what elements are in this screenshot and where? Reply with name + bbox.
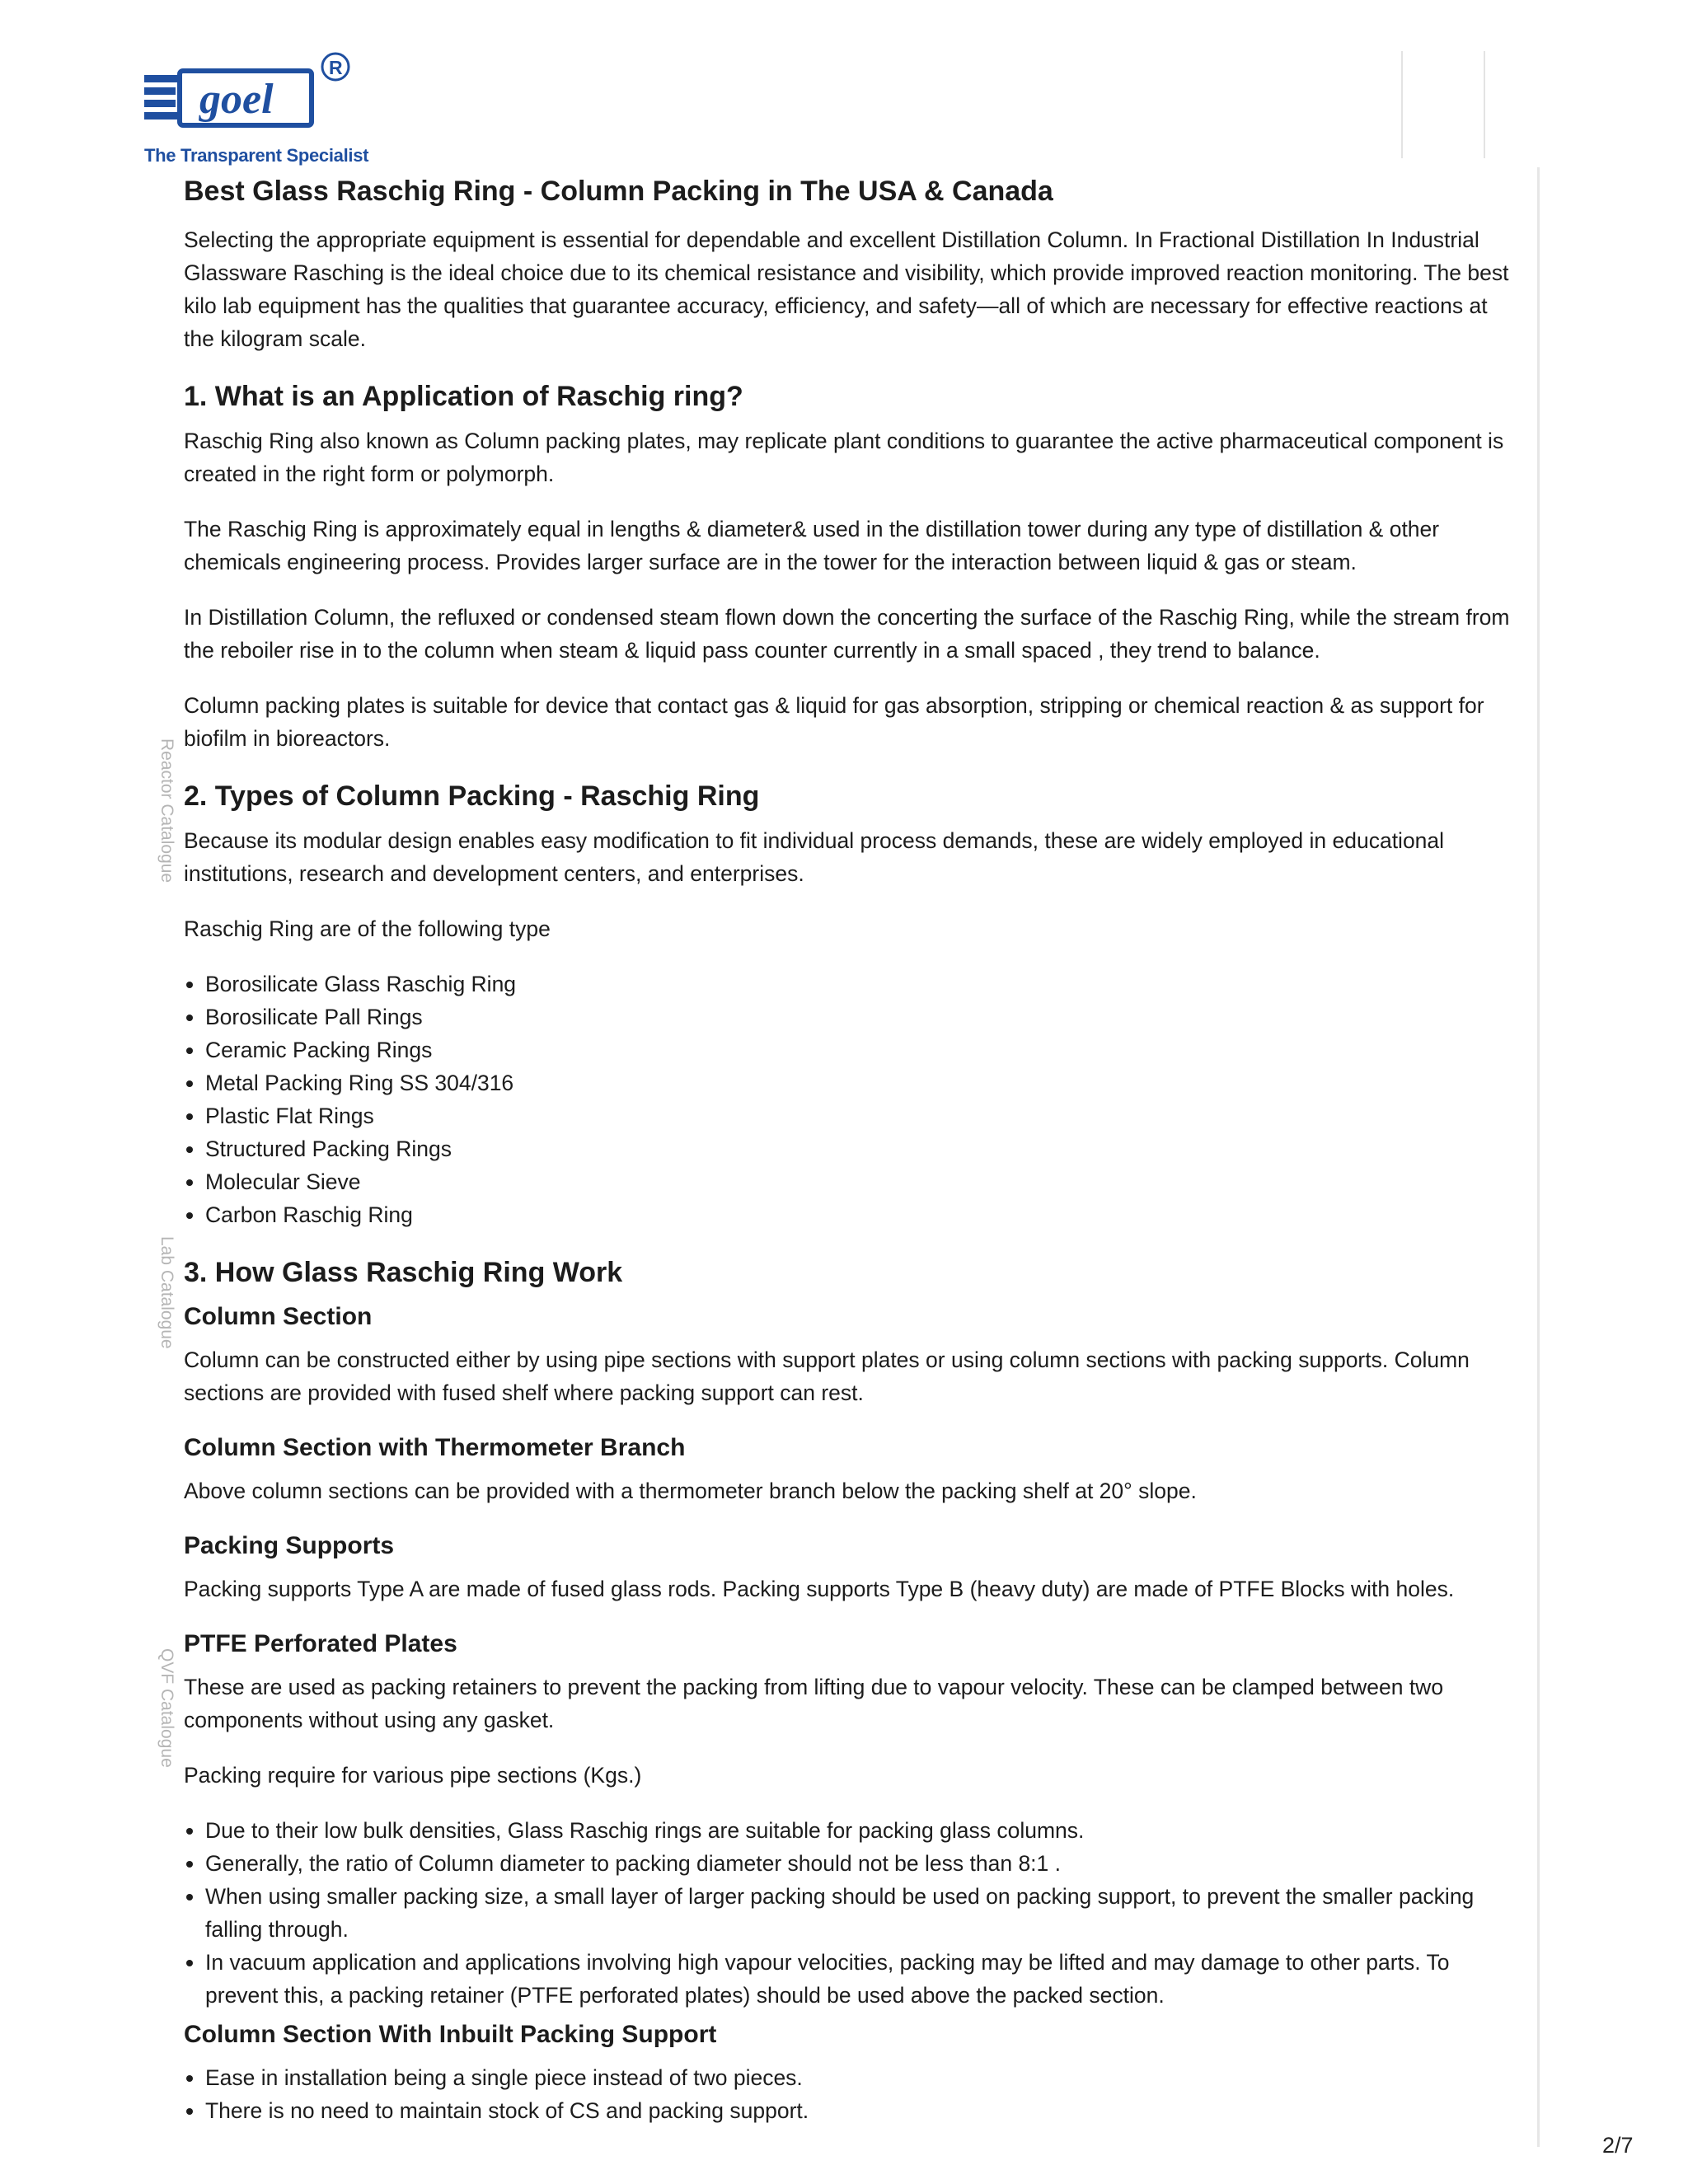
list-item: • Ease in installation being a single piece instead of two pieces. [205, 2061, 1511, 2094]
list-item: • In vacuum application and applications involving high vapour velocities, packing may be lifted and may damage to other parts. To prevent this, a packing retainer (PTFE perforated plates) should be used above the packed section. [205, 1946, 1511, 2012]
header-divider [1484, 51, 1485, 158]
packing-notes-list [184, 1814, 1511, 2012]
right-margin-rule [1537, 167, 1540, 2147]
list-item: • Borosilicate Pall Rings [205, 1001, 1511, 1033]
ptfe-plates-heading: PTFE Perforated Plates [184, 1630, 457, 1657]
section-1-paragraph: Column packing plates is suitable for device that contact gas & liquid for gas absorption, stripping or chemical reaction & as support for biofilm in bioreactors. [184, 693, 1484, 751]
section-3-heading: 3. How Glass Raschig Ring Work [184, 1257, 623, 1288]
list-item: • Ceramic Packing Rings [205, 1033, 1511, 1066]
section-2-heading: 2. Types of Column Packing - Raschig Ring [184, 780, 760, 812]
thermometer-branch-paragraph: Above column sections can be provided with a thermometer branch below the packing shelf at 20° slope. [184, 1479, 1197, 1503]
column-section-heading: Column Section [184, 1303, 373, 1330]
packing-supports-heading: Packing Supports [184, 1532, 395, 1559]
list-item: • Plastic Flat Rings [205, 1099, 1511, 1132]
intro-paragraph: Selecting the appropriate equipment is essential for dependable and excellent Distillation Column. In Fractional Distillation In Industrial Glassware Rasching is the ideal choice due to its chemical resistance and visibility, which provide improved reaction monitoring. The best kilo lab equipment has the qualities that guarantee accuracy, efficiency, and safety—all of which are necessary for effective reactions at the kilogram scale. [184, 227, 1509, 351]
ptfe-plates-paragraph: These are used as packing retainers to prevent the packing from lifting due to vapour velocity. These can be clamped between two components without using any gasket. [184, 1675, 1444, 1732]
section-1-heading: 1. What is an Application of Raschig ring? [184, 381, 743, 412]
inbuilt-support-heading: Column Section With Inbuilt Packing Support [184, 2021, 717, 2048]
list-item: • Due to their low bulk densities, Glass Raschig rings are suitable for packing glass columns. [205, 1814, 1511, 1847]
list-item: • Molecular Sieve [205, 1165, 1511, 1198]
page-title: Best Glass Raschig Ring - Column Packing in The USA & Canada [184, 176, 1053, 207]
list-item: • Generally, the ratio of Column diameter to packing diameter should not be less than 8:1 . [205, 1847, 1511, 1880]
side-label-lab-catalogue[interactable]: Lab Catalogue [157, 1236, 176, 1349]
section-1-paragraph: The Raschig Ring is approximately equal in lengths & diameter& used in the distillation tower during any type of distillation & other chemicals engineering process. Provides larger surface are in the tower for the interaction between liquid & gas or steam. [184, 517, 1440, 574]
logo-tagline: The Transparent Specialist [144, 145, 369, 166]
packing-supports-paragraph: Packing supports Type A are made of fused glass rods. Packing supports Type B (heavy duty) are made of PTFE Blocks with holes. [184, 1577, 1455, 1601]
list-item: • When using smaller packing size, a small layer of larger packing should be used on packing support, to prevent the smaller packing falling through. [205, 1880, 1511, 1946]
list-item: • Metal Packing Ring SS 304/316 [205, 1066, 1511, 1099]
column-section-paragraph: Column can be constructed either by using pipe sections with support plates or using column sections with packing supports. Column sections are provided with fused shelf where packing support can rest. [184, 1347, 1470, 1405]
ptfe-plates-paragraph: Packing require for various pipe sections (Kgs.) [184, 1763, 642, 1788]
section-1-paragraph: Raschig Ring also known as Column packing plates, may replicate plant conditions to guarantee the active pharmaceutical component is created in the right form or polymorph. [184, 429, 1504, 486]
article-content [184, 173, 1511, 2134]
ring-types-list [184, 968, 1511, 1231]
list-item: • Structured Packing Rings [205, 1132, 1511, 1165]
registered-mark: R [329, 57, 343, 78]
thermometer-branch-heading: Column Section with Thermometer Branch [184, 1434, 686, 1461]
side-label-qvf-catalogue[interactable]: QVF Catalogue [157, 1648, 176, 1768]
list-item: • Borosilicate Glass Raschig Ring [205, 968, 1511, 1001]
section-2-paragraph: Raschig Ring are of the following type [184, 916, 551, 941]
page-number: 2/7 [1602, 2133, 1634, 2158]
header-divider [1401, 51, 1403, 158]
section-1-paragraph: In Distillation Column, the refluxed or condensed steam flown down the concerting the surface of the Raschig Ring, while the stream from the reboiler rise in to the column when steam & liquid pass counter currently in a small spaced , they trend to balance. [184, 605, 1510, 663]
side-label-reactor-catalogue[interactable]: Reactor Catalogue [157, 738, 176, 883]
list-item: • Carbon Raschig Ring [205, 1198, 1511, 1231]
logo-wordmark: goel [199, 76, 274, 123]
list-item: • There is no need to maintain stock of CS and packing support. [205, 2094, 1511, 2127]
section-2-paragraph: Because its modular design enables easy modification to fit individual process demands, these are widely employed in educational institutions, research and development centers, and enterprises. [184, 828, 1445, 886]
inbuilt-support-list [184, 2061, 1511, 2127]
